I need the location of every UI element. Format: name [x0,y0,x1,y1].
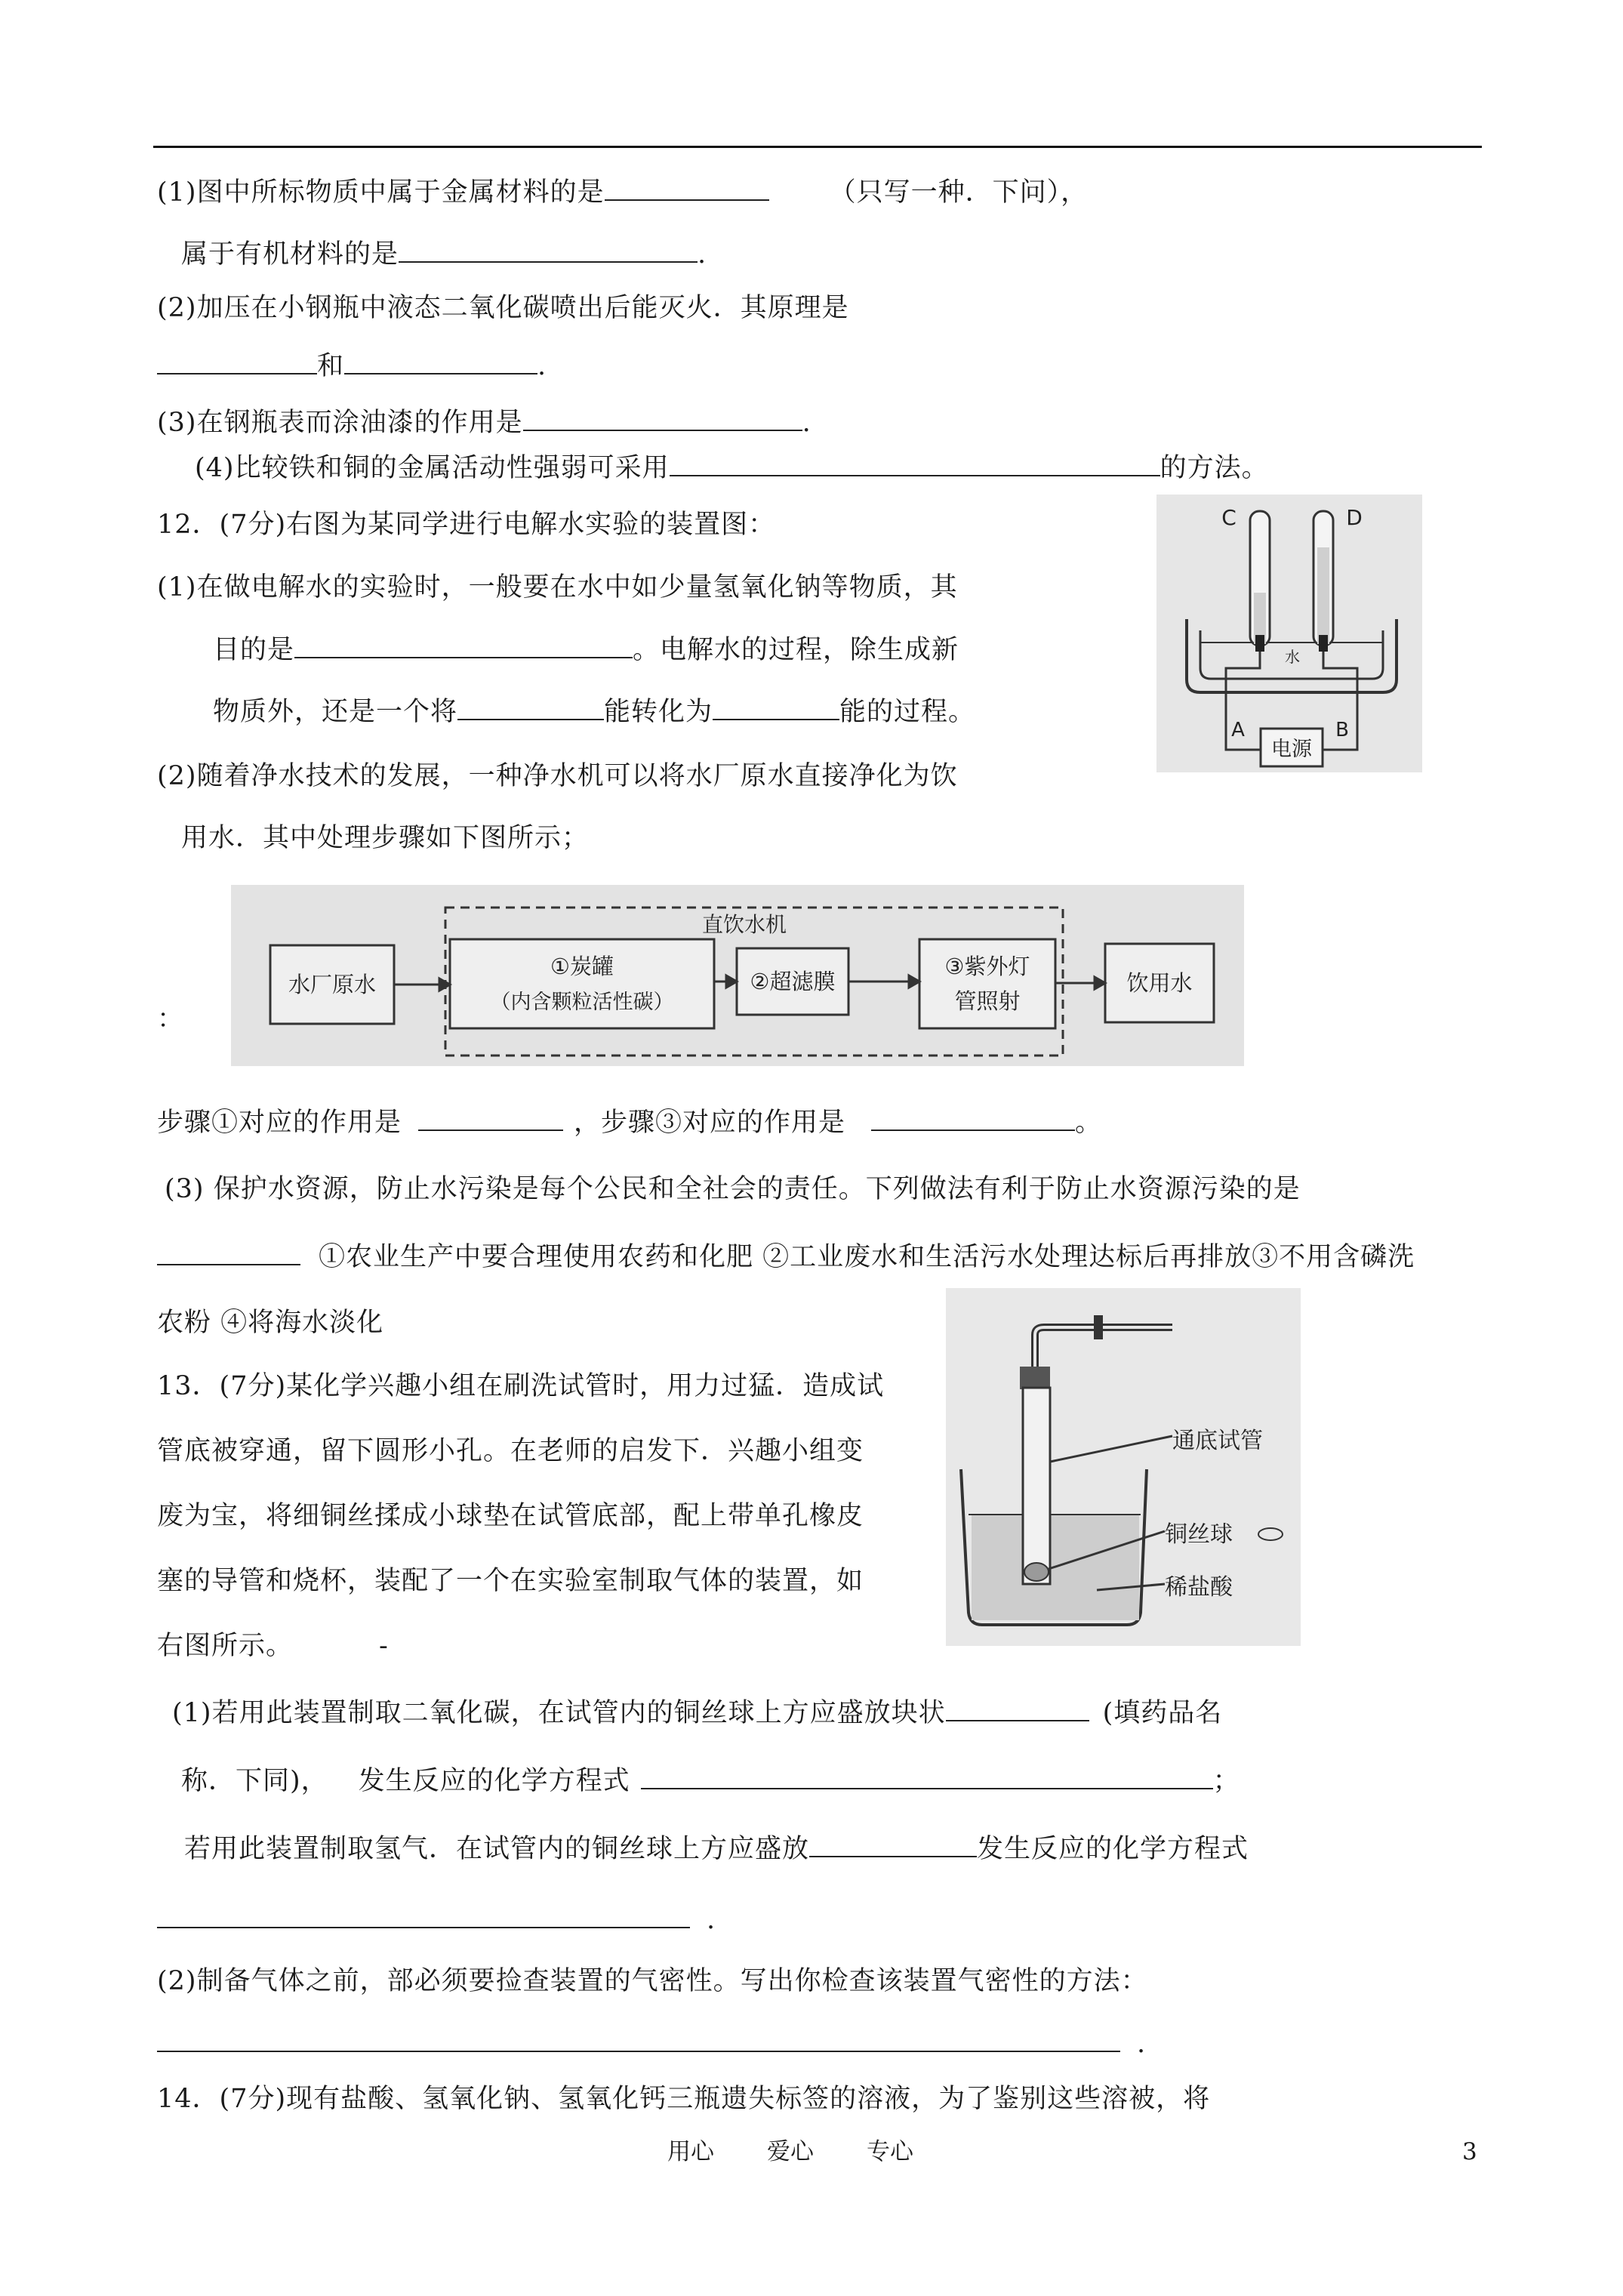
q11-sub4-text: (4)比较铁和铜的金属活动性强弱可采用 [195,453,670,483]
q12-sub1-text4: 能转化为 [604,697,713,727]
flow-box-carbon-tank-label2: （内含颗粒活性碳） [490,991,674,1014]
punct: ； [1212,1766,1240,1796]
flow-box-ultrafiltration-label: ②超滤膜 [750,969,836,994]
q13-line2: 管底被穿通，留下圆形小孔。在老师的启发下．兴趣小组变 [157,1436,864,1466]
answer-blank[interactable] [809,1832,977,1857]
q12-sub1-text5: 能的过程。 [839,697,976,727]
q13-sub1-text3: 发生反应的化学方程式 [358,1766,630,1796]
q11-sub1-line2 [181,237,707,271]
q12-sub1-line3 [213,695,975,729]
q13-line4: 塞的导管和烧杯，装配了一个在实验室制取气体的装置，如 [157,1566,864,1596]
answer-blank[interactable] [457,695,604,720]
q12-step1-text: 步骤①对应的作用是 [157,1108,402,1138]
q11-sub2-and: 和 [317,351,345,381]
flow-box-raw-water-label: 水厂原水 [288,972,377,997]
q11-sub1-text: (1)图中所标物质中属于金属材料的是 [157,177,605,208]
flow-box-carbon-tank [450,939,714,1028]
punct: . [707,1905,716,1935]
q13-sub1-text: (1)若用此装置制取二氧化碳，在试管内的铜丝球上方应盛放块状 [172,1698,946,1728]
answer-blank[interactable] [871,1105,1075,1131]
q11-sub2-line2 [157,349,547,383]
q12-step3-text: ，步骤③对应的作用是 [574,1108,846,1138]
q13-sub2-line1: (2)制备气体之前，部必须要捡查装置的气密性。写出你检查该装置气密性的方法： [157,1966,1148,1996]
answer-blank[interactable] [670,451,1160,476]
answer-blank[interactable] [418,1105,563,1131]
q11-sub4-line [195,451,1269,485]
q12-sub3-line2 [157,1240,1415,1274]
q13-sub1-text4: 若用此装置制取氢气．在试管内的铜丝球上方应盛放 [184,1834,810,1864]
q12-heading: 12．(7分)右图为某同学进行电解水实验的装置图： [157,510,776,540]
answer-blank[interactable] [157,2026,1120,2052]
label-copper-ball: 铜丝球 [1165,1521,1233,1548]
punct: . [537,351,547,381]
answer-blank[interactable] [713,695,839,720]
q11-sub4-tail: 的方法。 [1160,453,1269,483]
electrolysis-figure [1156,495,1422,772]
tube-c-label: C [1221,505,1236,530]
purification-flow-diagram [231,885,1244,1066]
power-label: 电源 [1271,738,1312,761]
flow-box-drinking-water-label: 饮用水 [1126,970,1193,996]
q12-sub2-line2: 用水．其中处理步骤如下图所示； [181,823,590,853]
answer-blank[interactable] [605,175,769,201]
flow-box-uv-lamp-label1: ③紫外灯 [944,954,1030,979]
purification-flow-figure [231,885,1244,1066]
q13-line5 [157,1629,389,1663]
answer-blank[interactable] [523,405,802,431]
q13-sub1-line2 [181,1764,1240,1798]
stray-dash: - [379,1631,389,1661]
q12-sub1-text: 目的是 [213,635,295,665]
q11-sub1-note: （只写一种．下问）， [829,177,1089,208]
q12-sub2-steps [157,1105,1102,1139]
q11-sub2-line [157,291,849,325]
flow-box-uv-lamp [919,939,1055,1028]
answer-blank[interactable] [157,1903,690,1928]
answer-blank[interactable] [157,1240,300,1265]
terminal-b-label: B [1335,719,1349,741]
terminal-a-label: A [1231,719,1245,741]
q13-heading: 13．(7分)某化学兴趣小组在刷洗试管时，用力过猛．造成试 [157,1371,885,1401]
q14-heading: 14．(7分)现有盐酸、氢氧化钠、氢氧化钙三瓶遗失标签的溶液，为了鉴别这些溶被，将 [157,2084,1211,2114]
q12-sub3-options: ①农业生产中要合理使用农药和化肥 ②工业废水和生活污水处理达标后再排放③不用含磷洗 [319,1242,1415,1272]
punct: . [802,408,812,438]
q11-sub3-text: (3)在钢瓶表而涂油漆的作用是 [157,408,523,438]
footer-motto-2: 爱心 [767,2138,814,2165]
q12-sub1-text2: 。电解水的过程，除生成新 [633,635,959,665]
tube-d-label: D [1346,505,1363,530]
answer-blank[interactable] [399,237,698,263]
q13-sub1-line3 [184,1832,1249,1866]
punct: 。 [1075,1108,1103,1138]
q11-sub1-line [157,175,1088,209]
q11-sub3-line [157,405,812,439]
footer-motto-3: 专心 [867,2138,913,2165]
flow-box-carbon-tank-label1: ①炭罐 [550,954,614,979]
q12-sub3-line3: 农粉 ④将海水淡化 [157,1308,384,1338]
gas-apparatus-diagram [946,1288,1301,1646]
answer-blank[interactable] [946,1696,1089,1721]
q13-sub2-line2 [157,2026,1146,2060]
q13-sub1-note: (填药品名 [1102,1698,1223,1728]
q13-sub1-line4 [157,1903,716,1937]
punct: . [1137,2029,1147,2059]
q13-line3: 废为宝，将细铜丝揉成小球垫在试管底部，配上带单孔橡皮 [157,1501,864,1531]
answer-blank[interactable] [294,633,633,658]
q13-sub1-text2: 称．下同)， [181,1766,328,1796]
gas-apparatus-figure [946,1288,1301,1646]
answer-blank[interactable] [641,1764,1213,1789]
q12-sub1-line2 [213,633,959,667]
q12-sub1-text3: 物质外，还是一个将 [213,697,458,727]
q13-line5-text: 右图所示。 [157,1631,294,1661]
q11-sub1-text2: 属于有机材料的是 [181,239,399,270]
electrolysis-diagram [1156,495,1422,772]
q12-colon: ： [157,1004,185,1034]
q12-sub3-line1: (3) 保护水资源，防止水污染是每个公民和全社会的责任。下列做法有利于防止水资源污染的是 [165,1174,1301,1204]
header-rule [153,146,1482,148]
q13-sub1-line1 [172,1696,1222,1730]
water-label: 水 [1285,648,1300,666]
q12-sub1-line1: (1)在做电解水的实验时，一般要在水中如少量氢氧化钠等物质，其 [157,572,958,603]
punct: . [698,239,707,270]
page-number: 3 [1462,2138,1477,2165]
flow-box-uv-lamp-label2: 管照射 [954,988,1021,1014]
q11-sub2-text: (2)加压在小钢瓶中液态二氧化碳喷出后能灭火．其原理是 [157,293,849,323]
machine-title: 直饮水机 [701,912,787,937]
label-bottomless-tube: 通底试管 [1172,1428,1263,1454]
answer-blank[interactable] [344,349,537,374]
q12-sub2-line1: (2)随着净水技术的发展，一种净水机可以将水厂原水直接净化为饮 [157,761,958,791]
q13-sub1-text5: 发生反应的化学方程式 [977,1834,1249,1864]
answer-blank[interactable] [157,349,317,374]
label-dilute-hcl: 稀盐酸 [1165,1574,1233,1601]
footer-motto-1: 用心 [667,2138,714,2165]
